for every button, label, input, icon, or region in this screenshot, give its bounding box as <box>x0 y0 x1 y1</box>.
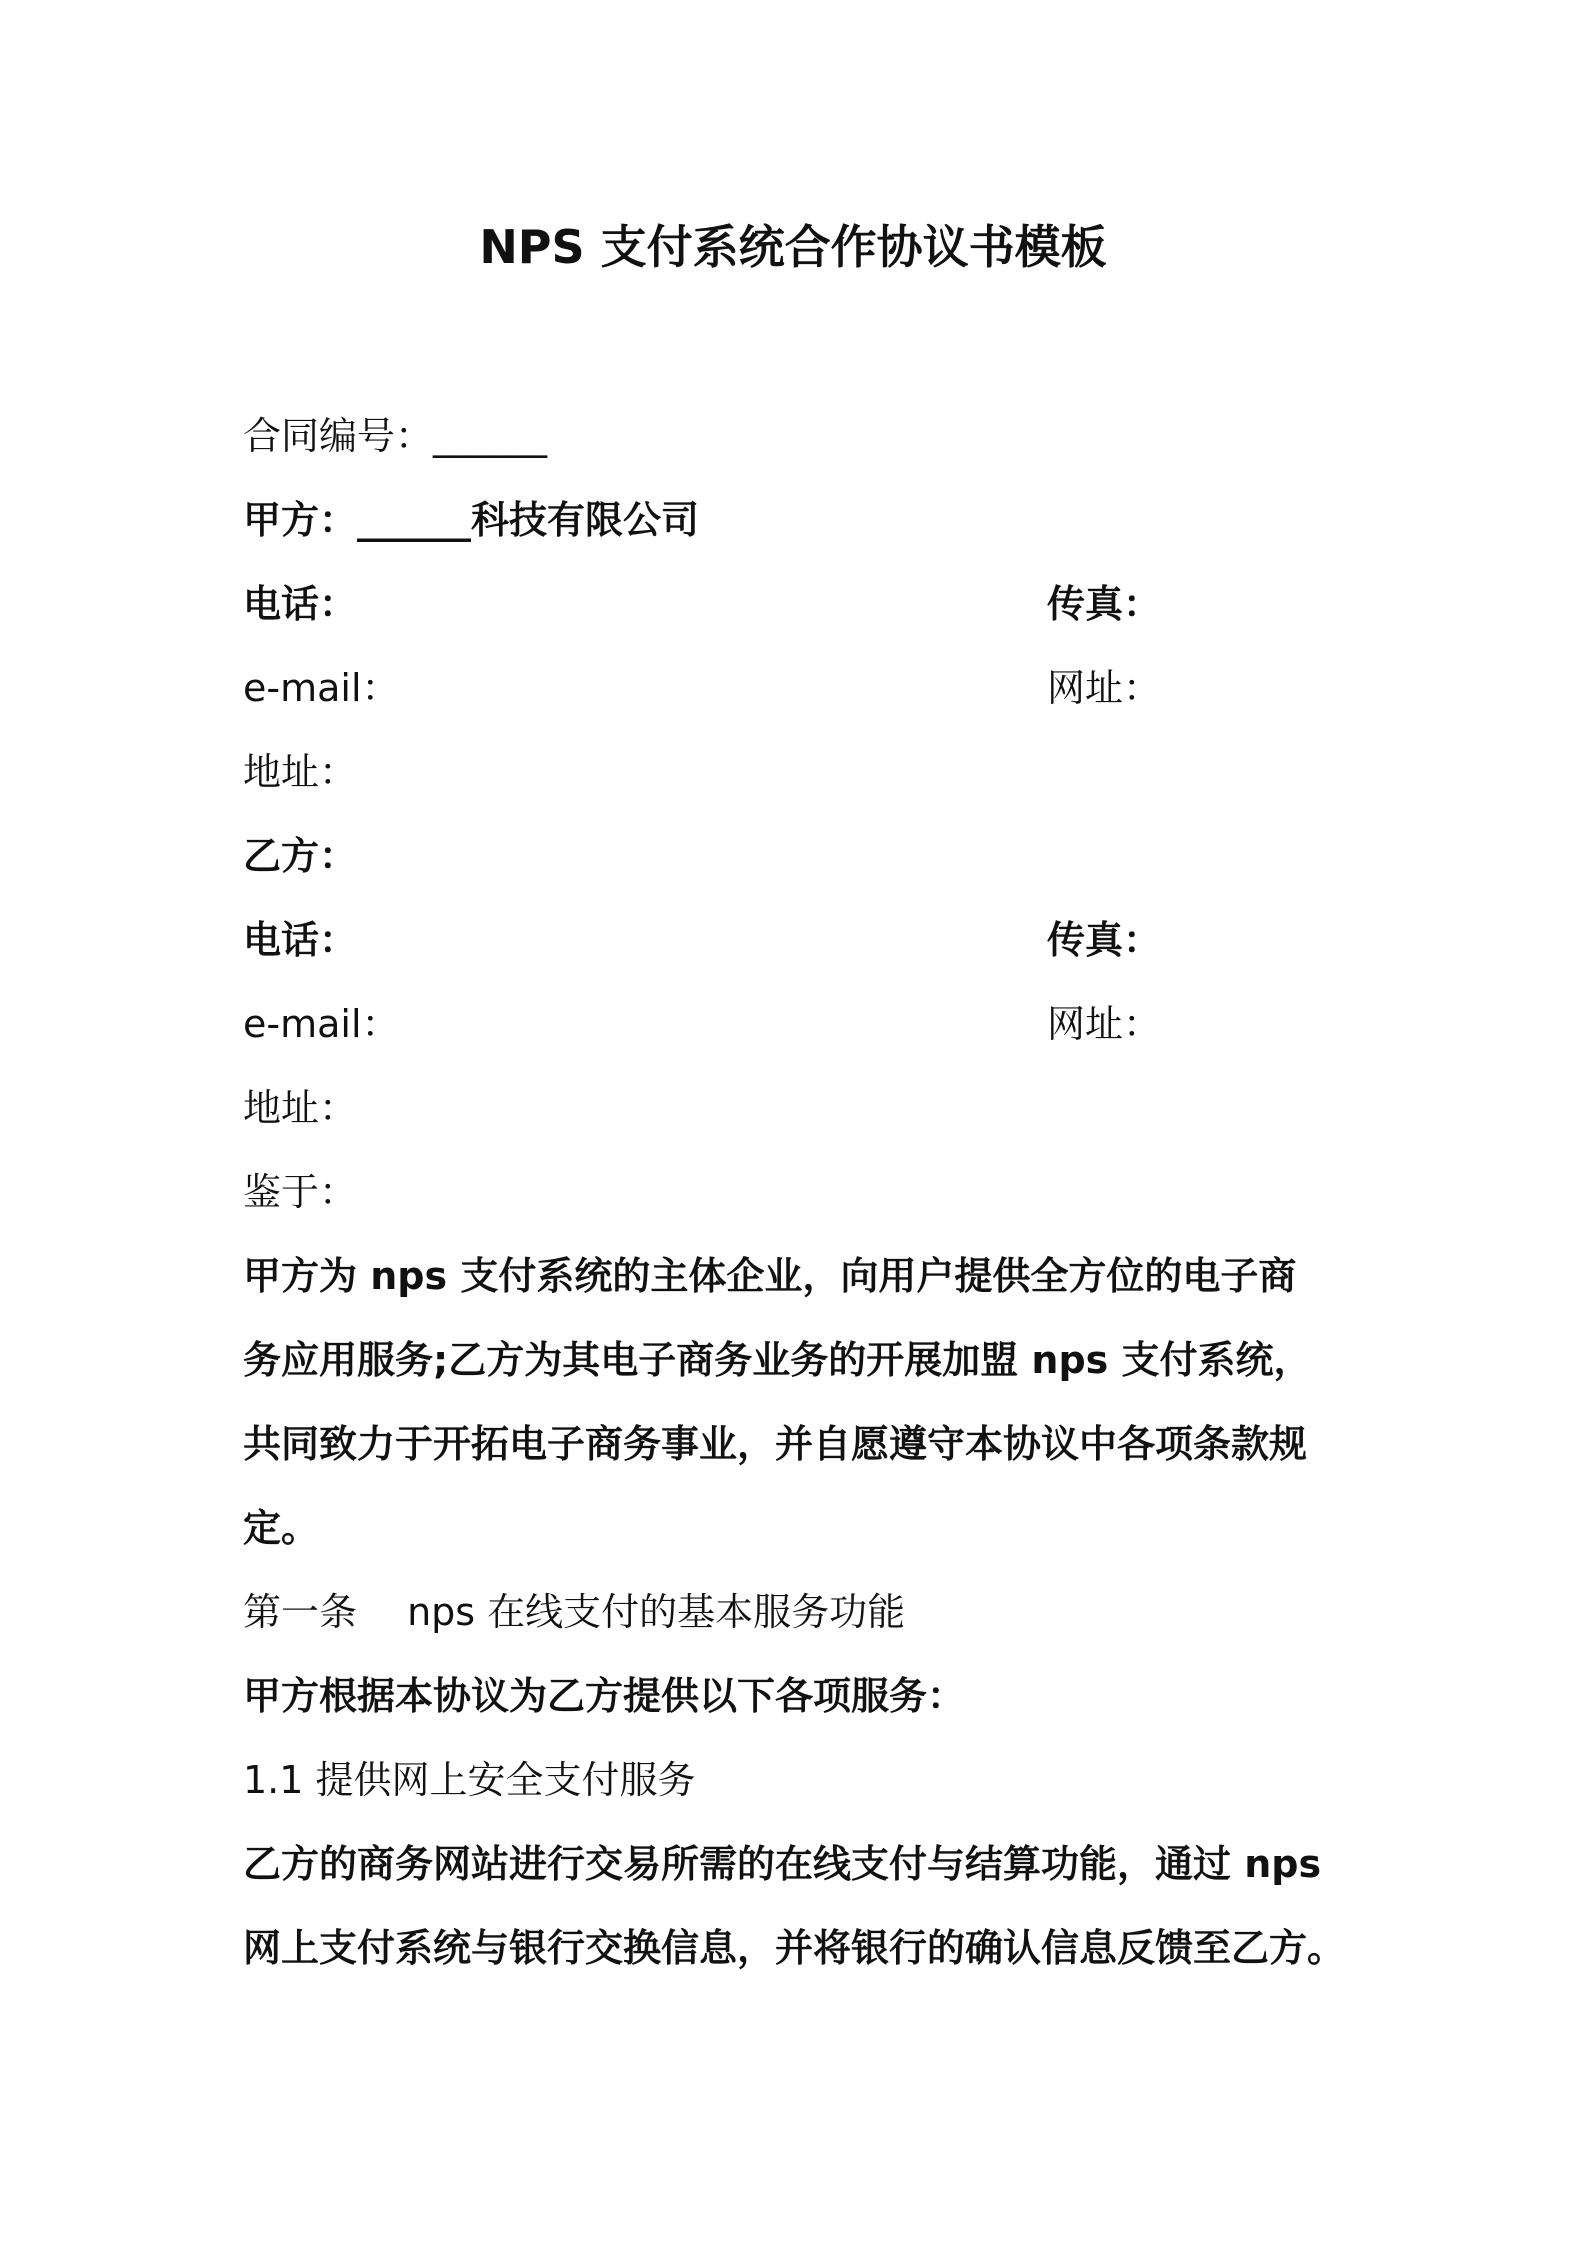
article-1-heading: 第一条 nps 在线支付的基本服务功能 <box>243 1590 906 1634</box>
whereas-label: 鉴于： <box>243 1170 358 1214</box>
party-b-email: e-mail： <box>243 1002 400 1046</box>
whereas-line: 定。 <box>243 1506 320 1550</box>
party-a-phone: 电话： <box>243 582 358 626</box>
section-1-1-heading: 1.1 提供网上安全支付服务 <box>243 1758 696 1802</box>
party-b-phone: 电话： <box>243 918 358 962</box>
whereas-line: 共同致力于开拓电子商务事业，并自愿遵守本协议中各项条款规 <box>243 1422 1308 1466</box>
party-a-website: 网址： <box>1047 666 1162 710</box>
party-b-address: 地址： <box>243 1086 358 1130</box>
party-b-website: 网址： <box>1047 1002 1162 1046</box>
party-a-address: 地址： <box>243 750 358 794</box>
party-a-fax: 传真： <box>1047 582 1162 626</box>
article-1-intro: 甲方根据本协议为乙方提供以下各项服务： <box>243 1674 966 1718</box>
whereas-paragraph <box>243 1234 1373 1570</box>
party-b-name: 乙方： <box>243 834 358 878</box>
whereas-line: 务应用服务;乙方为其电子商务业务的开展加盟 nps 支付系统， <box>243 1338 1312 1382</box>
section-line: 乙方的商务网站进行交易所需的在线支付与结算功能，通过 nps <box>243 1842 1322 1886</box>
section-line: 网上支付系统与银行交换信息，并将银行的确认信息反馈至乙方。 <box>243 1926 1346 1970</box>
section-1-1-paragraph <box>243 1822 1373 1990</box>
whereas-line: 甲方为 nps 支付系统的主体企业，向用户提供全方位的电子商 <box>243 1254 1297 1298</box>
contract-number: 合同编号：______ <box>243 414 548 458</box>
party-a-email: e-mail： <box>243 666 400 710</box>
document-title: NPS 支付系统合作协议书模板 <box>479 220 1107 274</box>
party-a-name: 甲方：______科技有限公司 <box>243 498 700 542</box>
party-b-fax: 传真： <box>1047 918 1162 962</box>
